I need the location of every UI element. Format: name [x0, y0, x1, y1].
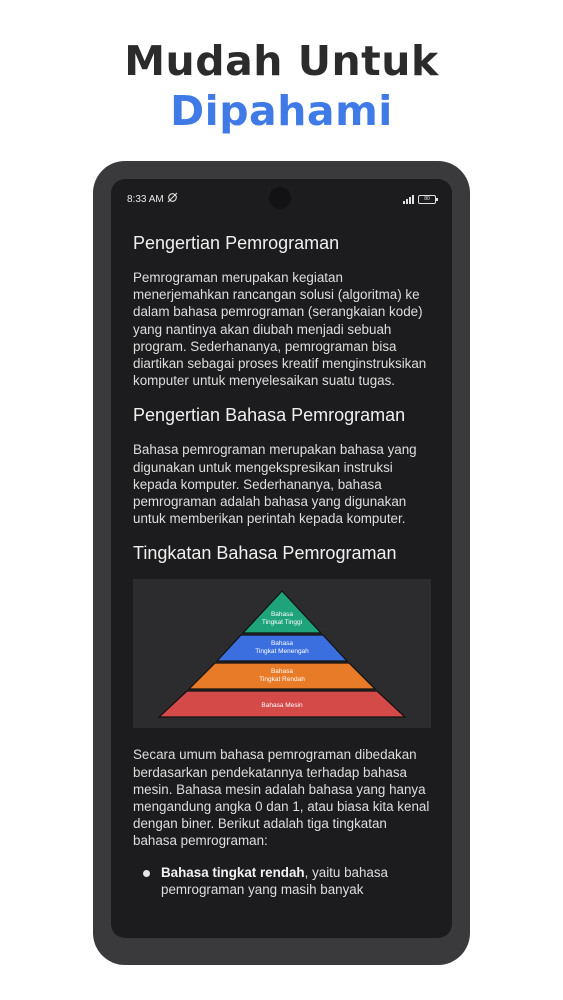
phone-frame — [93, 161, 470, 965]
data-saver-icon — [167, 192, 178, 206]
section-body: Secara umum bahasa pemrograman dibedakan berdasarkan pendekatannya terhadap bahasa mesin. Bahasa mesin adalah bahasa yang hanya mengandung angka 0 dan 1, atau biasa kita kenal dengan biner. Berikut adalah tiga tingkatan bahasa pemrograman: — [133, 747, 430, 849]
battery-icon: 80 — [418, 195, 436, 204]
pyramid-label: Bahasa — [270, 668, 294, 676]
list-item — [133, 864, 433, 898]
pyramid-label: Tingkat Menengah — [255, 648, 309, 656]
pyramid-label: Bahasa — [270, 640, 294, 648]
list-item-bold: Bahasa tingkat rendah — [161, 864, 305, 880]
headline-line-1: Mudah Untuk — [124, 37, 439, 85]
section-title: Pengertian Bahasa Pemrograman — [133, 405, 406, 426]
headline — [0, 36, 563, 136]
phone-screen[interactable] — [111, 179, 452, 938]
list-item-text: , yaitu bahasa pemrograman yang masih banyak — [161, 864, 389, 897]
pyramid-label: Bahasa — [270, 611, 294, 619]
section-body: Pemrograman merupakan kegiatan menerjemahkan rancangan solusi (algoritma) ke dalam bahasa pemrograman (serangkaian kode) yang nantinya akan diubah menjadi sebuah program. Sederhananya, pemrograman bisa diartikan sebagai proses kreatif menginstruksikan komputer untuk menyelesaikan suatu tugas. — [133, 270, 427, 389]
pyramid-label: Tingkat Rendah — [259, 676, 305, 684]
pyramid-diagram — [133, 579, 431, 728]
section-title: Pengertian Pemrograman — [133, 233, 340, 253]
status-bar — [127, 191, 436, 207]
pyramid-label: Tingkat Tinggi — [261, 619, 303, 627]
section-title: Tingkatan Bahasa Pemrograman — [133, 543, 397, 564]
article-content — [133, 231, 433, 898]
pyramid-label: Bahasa Mesin — [261, 702, 303, 710]
section-body: Bahasa pemrograman merupakan bahasa yang digunakan untuk mengekspresikan instruksi kepada komputer. Sederhananya, bahasa pemrograman adalah bahasa yang digunakan untuk memberikan perintah kepada komputer. — [133, 442, 417, 527]
headline-line-2: Dipahami — [170, 87, 393, 135]
status-time: 8:33 AM — [127, 193, 164, 205]
signal-icon — [403, 195, 414, 204]
